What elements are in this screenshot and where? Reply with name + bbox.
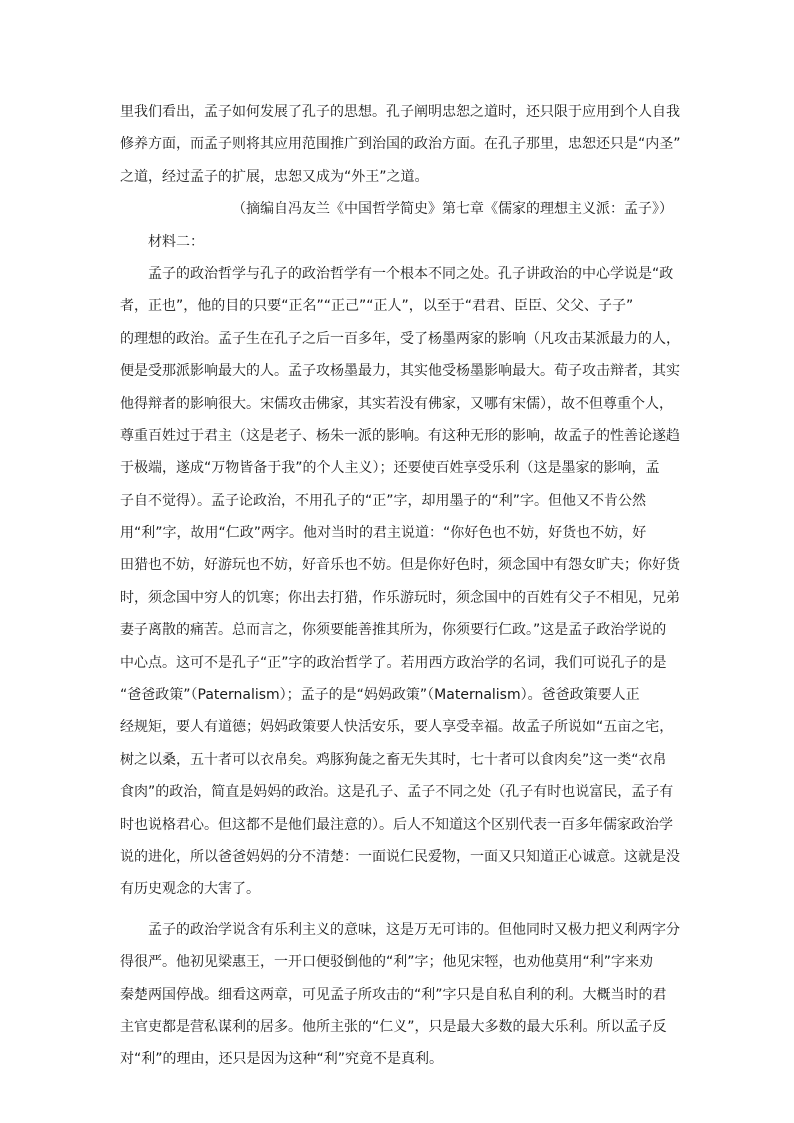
text-line: 主官吏都是营私谋利的居多。他所主张的“仁义”，只是最大多数的最大乐利。所以孟子反	[120, 1018, 667, 1035]
text-line: 说的进化，所以爸爸妈妈的分不清楚：一面说仁民爱物，一面又只知道正心诚意。这就是没	[120, 848, 680, 865]
paragraph-gap	[120, 906, 686, 914]
text-line: 对“利”的理由，还只是因为这种“利”究竟不是真利。	[120, 1051, 444, 1068]
text-line: “爸爸政策”（Paternalism）；孟子的是“妈妈政策”（Maternalism）。爸爸政策要人正	[120, 687, 640, 704]
text-line: 孟子的政治学说含有乐利主义的意味，这是万无可讳的。但他同时又极力把义利两字分	[148, 921, 680, 938]
source-citation: （摘编自冯友兰《中国哲学简史》第七章《儒家的理想主义派：孟子》）	[232, 201, 673, 218]
text-line: 树之以桑，五十者可以衣帛矣。鸡豚狗彘之畜无失其时，七十者可以食肉矣”这一类“衣帛	[120, 751, 667, 768]
text-line: 者，正也”，他的目的只要“正名”“正己”“正人”，以至于“君君、臣臣、父父、子子”	[120, 298, 634, 315]
text-line: 食肉”的政治，简直是妈妈的政治。这是孔子、孟子不同之处（孔子有时也说富民，孟子有	[120, 784, 674, 801]
text-line: 有历史观念的大害了。	[120, 881, 260, 898]
document-body	[120, 96, 686, 1076]
text-line: 经规矩，要人有道德；妈妈政策要人快活安乐，要人享受幸福。故孟子所说如“五亩之宅，	[120, 719, 674, 736]
text-line: 于极端，遂成“万物皆备于我”的个人主义）；还要使百姓享受乐利（这是墨家的影响，孟	[120, 460, 660, 477]
text-line: 的理想的政治。孟子生在孔子之后一百多年，受了杨墨两家的影响（凡攻击某派最力的人，	[120, 330, 680, 347]
paragraph-1	[120, 96, 686, 193]
text-line: 得很严。他初见梁惠王，一开口便驳倒他的“利”字；他见宋牼，也劝他莫用“利”字来劝	[120, 954, 654, 971]
paragraph-2	[120, 258, 686, 906]
text-line: 里我们看出，孟子如何发展了孔子的思想。孔子阐明忠恕之道时，还只限于应用到个人自我	[120, 104, 680, 120]
text-line: 便是受那派影响最大的人。孟子攻杨墨最力，其实他受杨墨影响最大。荀子攻击辩者，其实	[120, 363, 680, 380]
text-line: 妻子离散的痛苦。总而言之，你须要能善推其所为，你须要行仁政。”这是孟子政治学说的	[120, 622, 667, 639]
text-line: 田猎也不妨，好游玩也不妨，好音乐也不妨。但是你好色时，须念国中有怨女旷夫；你好货	[120, 557, 680, 574]
text-line: 子自不觉得）。孟子论政治，不用孔子的“正”字，却用墨子的“利”字。但他又不肯公然	[120, 492, 647, 509]
text-line: 用“利”字，故用“仁政”两字。他对当时的君主说道：“你好色也不妨，好货也不妨，好	[120, 525, 647, 542]
text-line: 修养方面，而孟子则将其应用范围推广到治国的政治方面。在孔子那里，忠恕还只是“内圣”	[120, 136, 681, 153]
text-line: 之道，经过孟子的扩展，忠恕又成为“外王”之道。	[120, 168, 429, 185]
text-line: 他得辩者的影响很大。宋儒攻击佛家，其实若没有佛家，又哪有宋儒），故不但尊重个人，	[120, 395, 673, 412]
text-line: 尊重百姓过于君主（这是老子、杨朱一派的影响。有这种无形的影响，故孟子的性善论遂趋	[120, 427, 680, 444]
material-2-label: 材料二：	[148, 233, 204, 250]
text-line: 秦楚两国停战。细看这两章，可见孟子所攻击的“利”字只是自私自利的利。大概当时的君	[120, 986, 667, 1003]
text-line: 孟子的政治哲学与孔子的政治哲学有一个根本不同之处。孔子讲政治的中心学说是“政	[148, 265, 674, 282]
paragraph-3	[120, 914, 686, 1076]
text-line: 时也说格君心。但这都不是他们最注意的）。后人不知道这个区别代表一百多年儒家政治学	[120, 816, 673, 833]
text-line: 时，须念国中穷人的饥寒；你出去打猎，作乐游玩时，须念国中的百姓有父子不相见，兄弟	[120, 589, 680, 606]
text-line: 中心点。这可不是孔子“正”字的政治哲学了。若用西方政治学的名词，我们可说孔子的是	[120, 654, 667, 671]
